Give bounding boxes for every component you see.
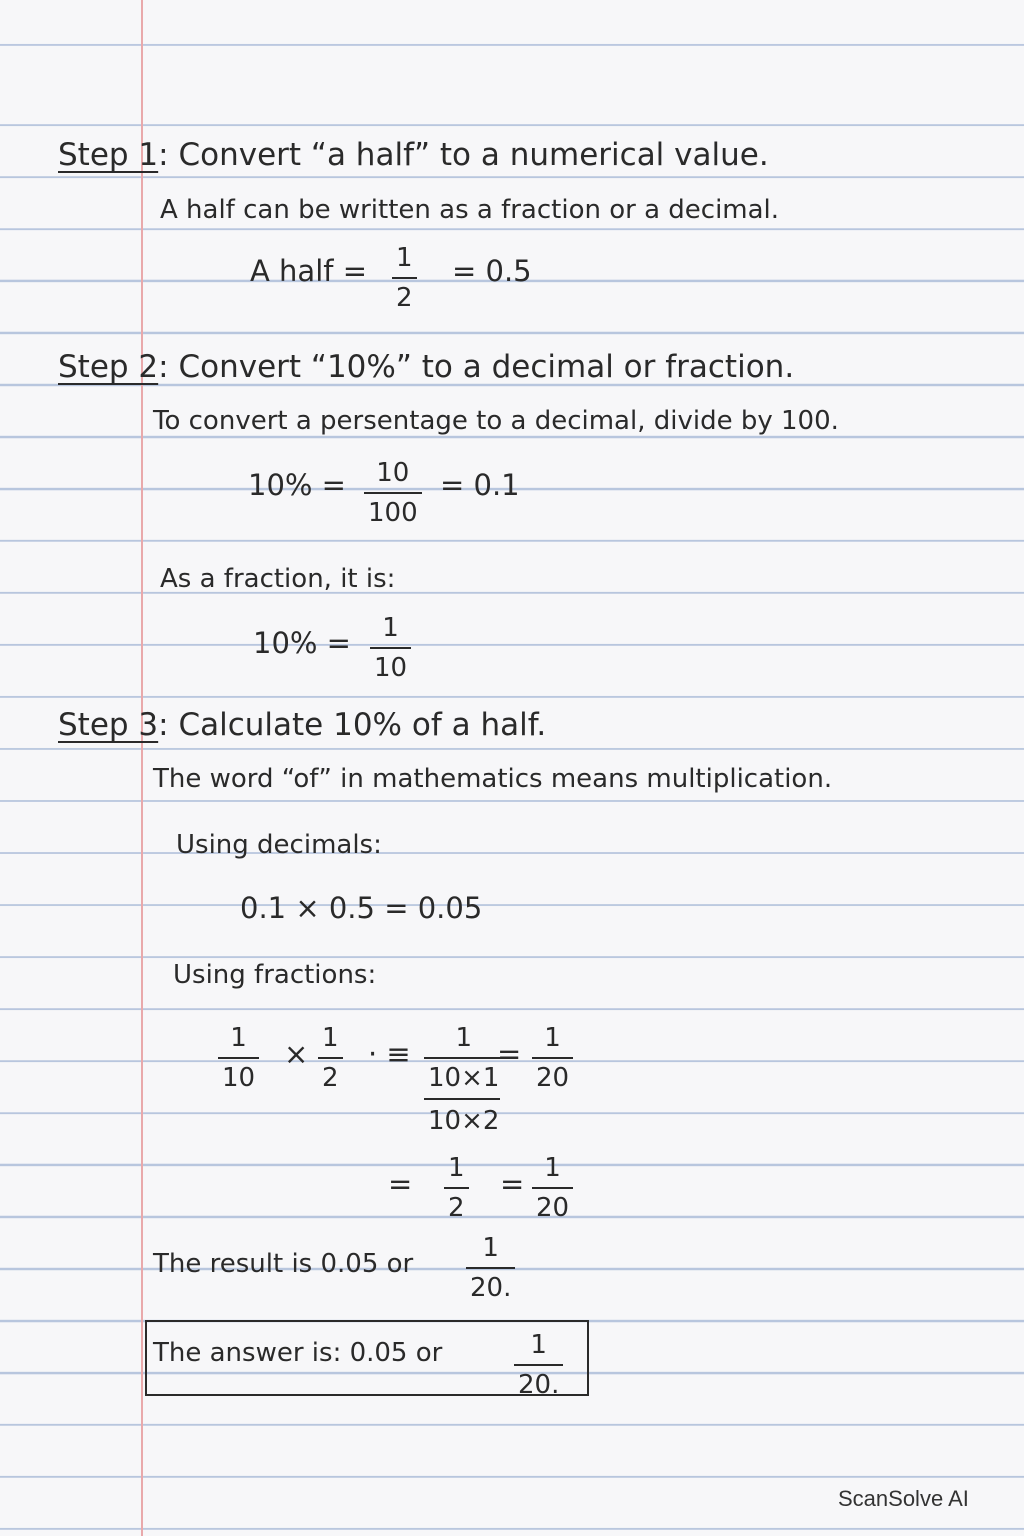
fraction-denominator: 10 [222,1063,256,1093]
step-1-explanation: A half can be written as a fraction or a decimal. [160,195,780,225]
fraction-bar [514,1364,563,1366]
fraction-numerator: 1 [230,1023,247,1053]
fraction-numerator: 10 [376,458,410,488]
fraction-bar [318,1057,343,1059]
step-1-heading [58,137,769,173]
step-3-explanation: The word “of” in mathematics means multiplication. [153,764,833,794]
fraction-bar [392,277,417,279]
fraction-denominator: 100 [368,498,418,528]
fraction-denominator: 2 [396,283,413,313]
fraction-one-half-simplified [444,1155,469,1221]
fraction-denominator: 10×1 [428,1063,500,1093]
fraction-numerator: 1 [530,1330,547,1360]
notebook-margin-line [141,0,143,1536]
equivalence-symbol: · ≡ [368,1037,411,1071]
step-2-equation-1-rhs: = 0.1 [440,468,520,502]
step-1-title: : Convert “a half” to a numerical value. [158,137,769,173]
fraction-bar [424,1057,503,1059]
fraction-numerator: 1 [482,1233,499,1263]
step-3-label: Step 3 [58,707,159,743]
step-1-equation-lhs: A half = [250,254,367,288]
fraction-numerator: 1 [544,1153,561,1183]
fraction-one-twentieth [532,1025,573,1091]
fraction-extra-denominator: 10×2 [428,1106,500,1136]
fraction-bar [466,1267,515,1269]
step-2-explanation: To convert a persentage to a decimal, divide by 100. [153,406,839,436]
decimals-equation: 0.1 × 0.5 = 0.05 [240,891,483,925]
step-3-title: : Calculate 10% of a half. [158,707,547,743]
step-2-equation-1-lhs: 10% = [248,468,346,502]
answer-fraction [514,1332,563,1398]
fraction-numerator: 1 [455,1023,472,1053]
fraction-bar [370,647,411,649]
fraction-numerator: 1 [322,1023,339,1053]
step-1-equation-rhs: = 0.5 [452,254,532,288]
fraction-bar [532,1057,573,1059]
step-3-heading [58,707,547,743]
fraction-denominator: 20. [470,1273,512,1303]
fraction-bar [444,1187,469,1189]
times-symbol: × [284,1037,309,1071]
result-statement: The result is 0.05 or [153,1249,414,1279]
using-decimals-label: Using decimals: [176,830,382,860]
equals-symbol: = [500,1167,525,1201]
fraction-numerator: 1 [396,243,413,273]
fraction-one-twentieth-final [532,1155,573,1221]
fraction-denominator: 20. [518,1370,560,1400]
fraction-bar [532,1187,573,1189]
step-2-fraction-1 [364,460,422,526]
fraction-one-tenth [218,1025,259,1091]
fraction-denominator: 2 [322,1063,339,1093]
fraction-bar [218,1057,259,1059]
step-2-equation-2-lhs: 10% = [253,626,351,660]
equals-symbol: = [497,1037,522,1071]
fraction-numerator: 1 [448,1153,465,1183]
result-fraction [466,1235,515,1301]
fraction-denominator: 20 [536,1193,570,1223]
step-2-heading [58,349,795,385]
step-2-label: Step 2 [58,349,159,385]
step-2-fraction-2 [370,615,411,681]
equals-symbol: = [388,1167,413,1201]
fraction-denominator: 10 [374,653,408,683]
fraction-bar [424,1098,500,1100]
using-fractions-label: Using fractions: [173,960,377,990]
step-2-fraction-intro: As a fraction, it is: [160,564,396,594]
step-1-label: Step 1 [58,137,159,173]
step-1-fraction [392,245,417,311]
fraction-one-half [318,1025,343,1091]
scansolve-watermark: ScanSolve AI [838,1486,969,1511]
fraction-numerator: 1 [382,613,399,643]
step-2-title: : Convert “10%” to a decimal or fraction. [158,349,795,385]
fraction-numerator: 1 [544,1023,561,1053]
fraction-denominator: 20 [536,1063,570,1093]
answer-statement: The answer is: 0.05 or [153,1338,443,1368]
fraction-bar [364,492,422,494]
fraction-product [424,1025,503,1091]
fraction-denominator: 2 [448,1193,465,1223]
